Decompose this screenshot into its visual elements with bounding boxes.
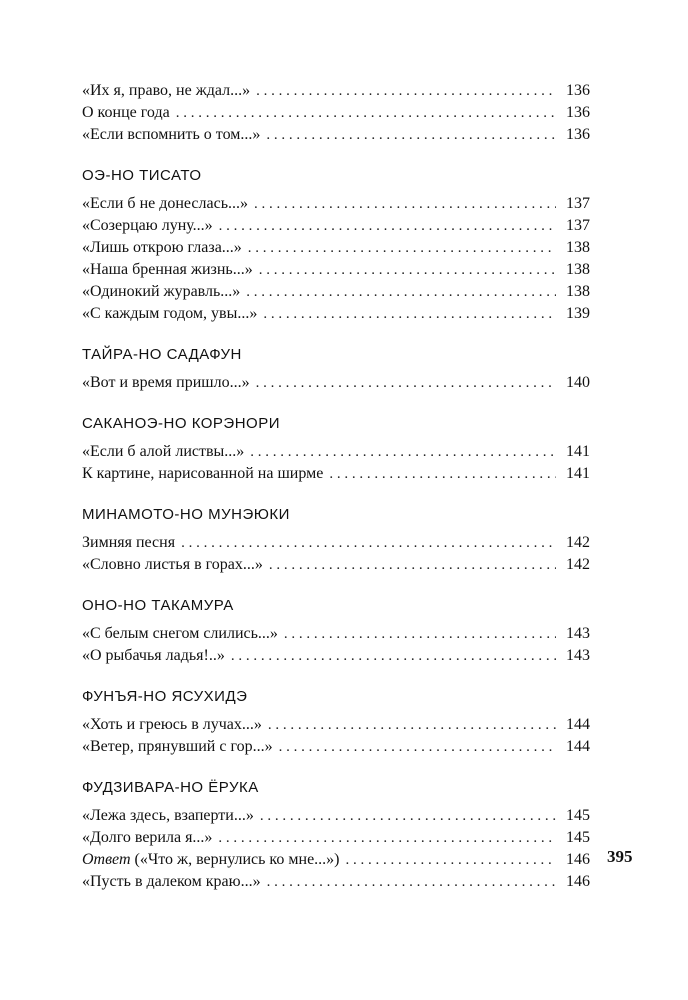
toc-entry (82, 871, 590, 893)
entry-title: «Если б не донеслась...» (82, 195, 249, 212)
entry-page-number: 144 (566, 716, 590, 733)
author-heading: ФУНЪЯ-НО ЯСУХИДЭ (82, 688, 248, 705)
entry-title-text: («Что ж, вернулись ко мне...») (134, 851, 340, 868)
entry-title: «Пусть в далеком краю...» (82, 873, 261, 890)
entry-page-number: 142 (566, 556, 590, 573)
toc-entry (82, 124, 590, 146)
dot-leader (267, 871, 556, 893)
entry-title: «О рыбачья ладья!..» (82, 647, 225, 664)
entry-title: «Одинокий журавль...» (82, 283, 241, 300)
dot-leader (181, 532, 556, 554)
dot-leader (346, 849, 556, 871)
entry-page-number: 137 (566, 195, 590, 212)
entry-title: «Ветер, прянувший с гор...» (82, 738, 273, 755)
dot-leader (219, 215, 556, 237)
entry-page-number: 141 (566, 465, 590, 482)
toc-entry (82, 532, 590, 554)
toc-entry (82, 714, 590, 736)
dot-leader (284, 623, 556, 645)
dot-leader (279, 736, 556, 758)
toc-entry (82, 215, 590, 237)
author-heading: ТАЙРА-НО САДАФУН (82, 346, 242, 363)
page-number: 395 (607, 847, 633, 866)
entry-page-number: 142 (566, 534, 590, 551)
author-heading: ОНО-НО ТАКАМУРА (82, 597, 234, 614)
entry-page-number: 136 (566, 126, 590, 143)
entry-page-number: 146 (566, 873, 590, 890)
entry-title: «Их я, право, не ждал...» (82, 82, 251, 99)
toc-entry (82, 623, 590, 645)
toc-entry (82, 259, 590, 281)
entry-title: «Хоть и греюсь в лучах...» (82, 716, 262, 733)
entry-title: Зимняя песня (82, 534, 176, 551)
dot-leader (266, 124, 556, 146)
toc-entry (82, 827, 590, 849)
dot-leader (250, 441, 556, 463)
entry-page-number: 143 (566, 647, 590, 664)
toc-section (82, 344, 590, 394)
toc-entry (82, 372, 590, 394)
toc-entry (82, 736, 590, 758)
toc-entry (82, 554, 590, 576)
entry-title: «С белым снегом слились...» (82, 625, 278, 642)
toc-section (82, 686, 590, 758)
author-heading: ОЭ-НО ТИСАТО (82, 167, 202, 184)
toc-section (82, 165, 590, 325)
toc-section (82, 777, 590, 893)
entry-title (82, 849, 340, 871)
entry-title: «Лежа здесь, взаперти...» (82, 807, 254, 824)
entry-title: О конце года (82, 104, 170, 121)
dot-leader (329, 463, 556, 485)
toc-entry (82, 849, 590, 871)
entry-page-number: 138 (566, 261, 590, 278)
toc-entry (82, 805, 590, 827)
entry-title: «Созерцаю луну...» (82, 217, 213, 234)
toc-entry (82, 80, 590, 102)
toc-entry (82, 463, 590, 485)
dot-leader (260, 805, 556, 827)
entry-page-number: 136 (566, 82, 590, 99)
toc-entry (82, 645, 590, 667)
dot-leader (256, 80, 556, 102)
entry-page-number: 144 (566, 738, 590, 755)
toc-section (82, 80, 590, 146)
author-heading: ФУДЗИВАРА-НО ЁРУКА (82, 779, 259, 796)
entry-page-number: 145 (566, 829, 590, 846)
toc-entry (82, 441, 590, 463)
dot-leader (218, 827, 556, 849)
toc-section (82, 504, 590, 576)
dot-leader (231, 645, 556, 667)
entry-title: «Вот и время пришло...» (82, 374, 250, 391)
entry-page-number: 143 (566, 625, 590, 642)
toc-entry (82, 237, 590, 259)
entry-page-number: 140 (566, 374, 590, 391)
entry-title: «Долго верила я...» (82, 829, 213, 846)
toc-entry (82, 102, 590, 124)
toc-entry (82, 303, 590, 325)
dot-leader (246, 281, 556, 303)
table-of-contents (82, 80, 590, 893)
entry-page-number: 141 (566, 443, 590, 460)
entry-page-number: 138 (566, 239, 590, 256)
dot-leader (269, 554, 556, 576)
entry-page-number: 138 (566, 283, 590, 300)
dot-leader (256, 372, 556, 394)
entry-title: «Если вспомнить о том...» (82, 126, 261, 143)
entry-title-emphasis: Ответ (82, 851, 131, 868)
entry-page-number: 137 (566, 217, 590, 234)
entry-page-number: 139 (566, 305, 590, 322)
dot-leader (176, 102, 556, 124)
entry-page-number: 145 (566, 807, 590, 824)
dot-leader (259, 259, 556, 281)
entry-page-number: 136 (566, 104, 590, 121)
entry-title: «Если б алой листвы...» (82, 443, 245, 460)
dot-leader (268, 714, 556, 736)
toc-entry (82, 281, 590, 303)
entry-title: «Наша бренная жизнь...» (82, 261, 253, 278)
toc-entry (82, 193, 590, 215)
dot-leader (248, 237, 556, 259)
toc-section (82, 413, 590, 485)
entry-title: «Лишь открою глаза...» (82, 239, 242, 256)
author-heading: САКАНОЭ-НО КОРЭНОРИ (82, 415, 281, 432)
entry-page-number: 146 (566, 851, 590, 868)
dot-leader (254, 193, 556, 215)
entry-title: К картине, нарисованной на ширме (82, 465, 324, 482)
dot-leader (263, 303, 556, 325)
entry-title: «С каждым годом, увы...» (82, 305, 258, 322)
entry-title: «Словно листья в горах...» (82, 556, 263, 573)
author-heading: МИНАМОТО-НО МУНЭЮКИ (82, 506, 290, 523)
toc-section (82, 595, 590, 667)
